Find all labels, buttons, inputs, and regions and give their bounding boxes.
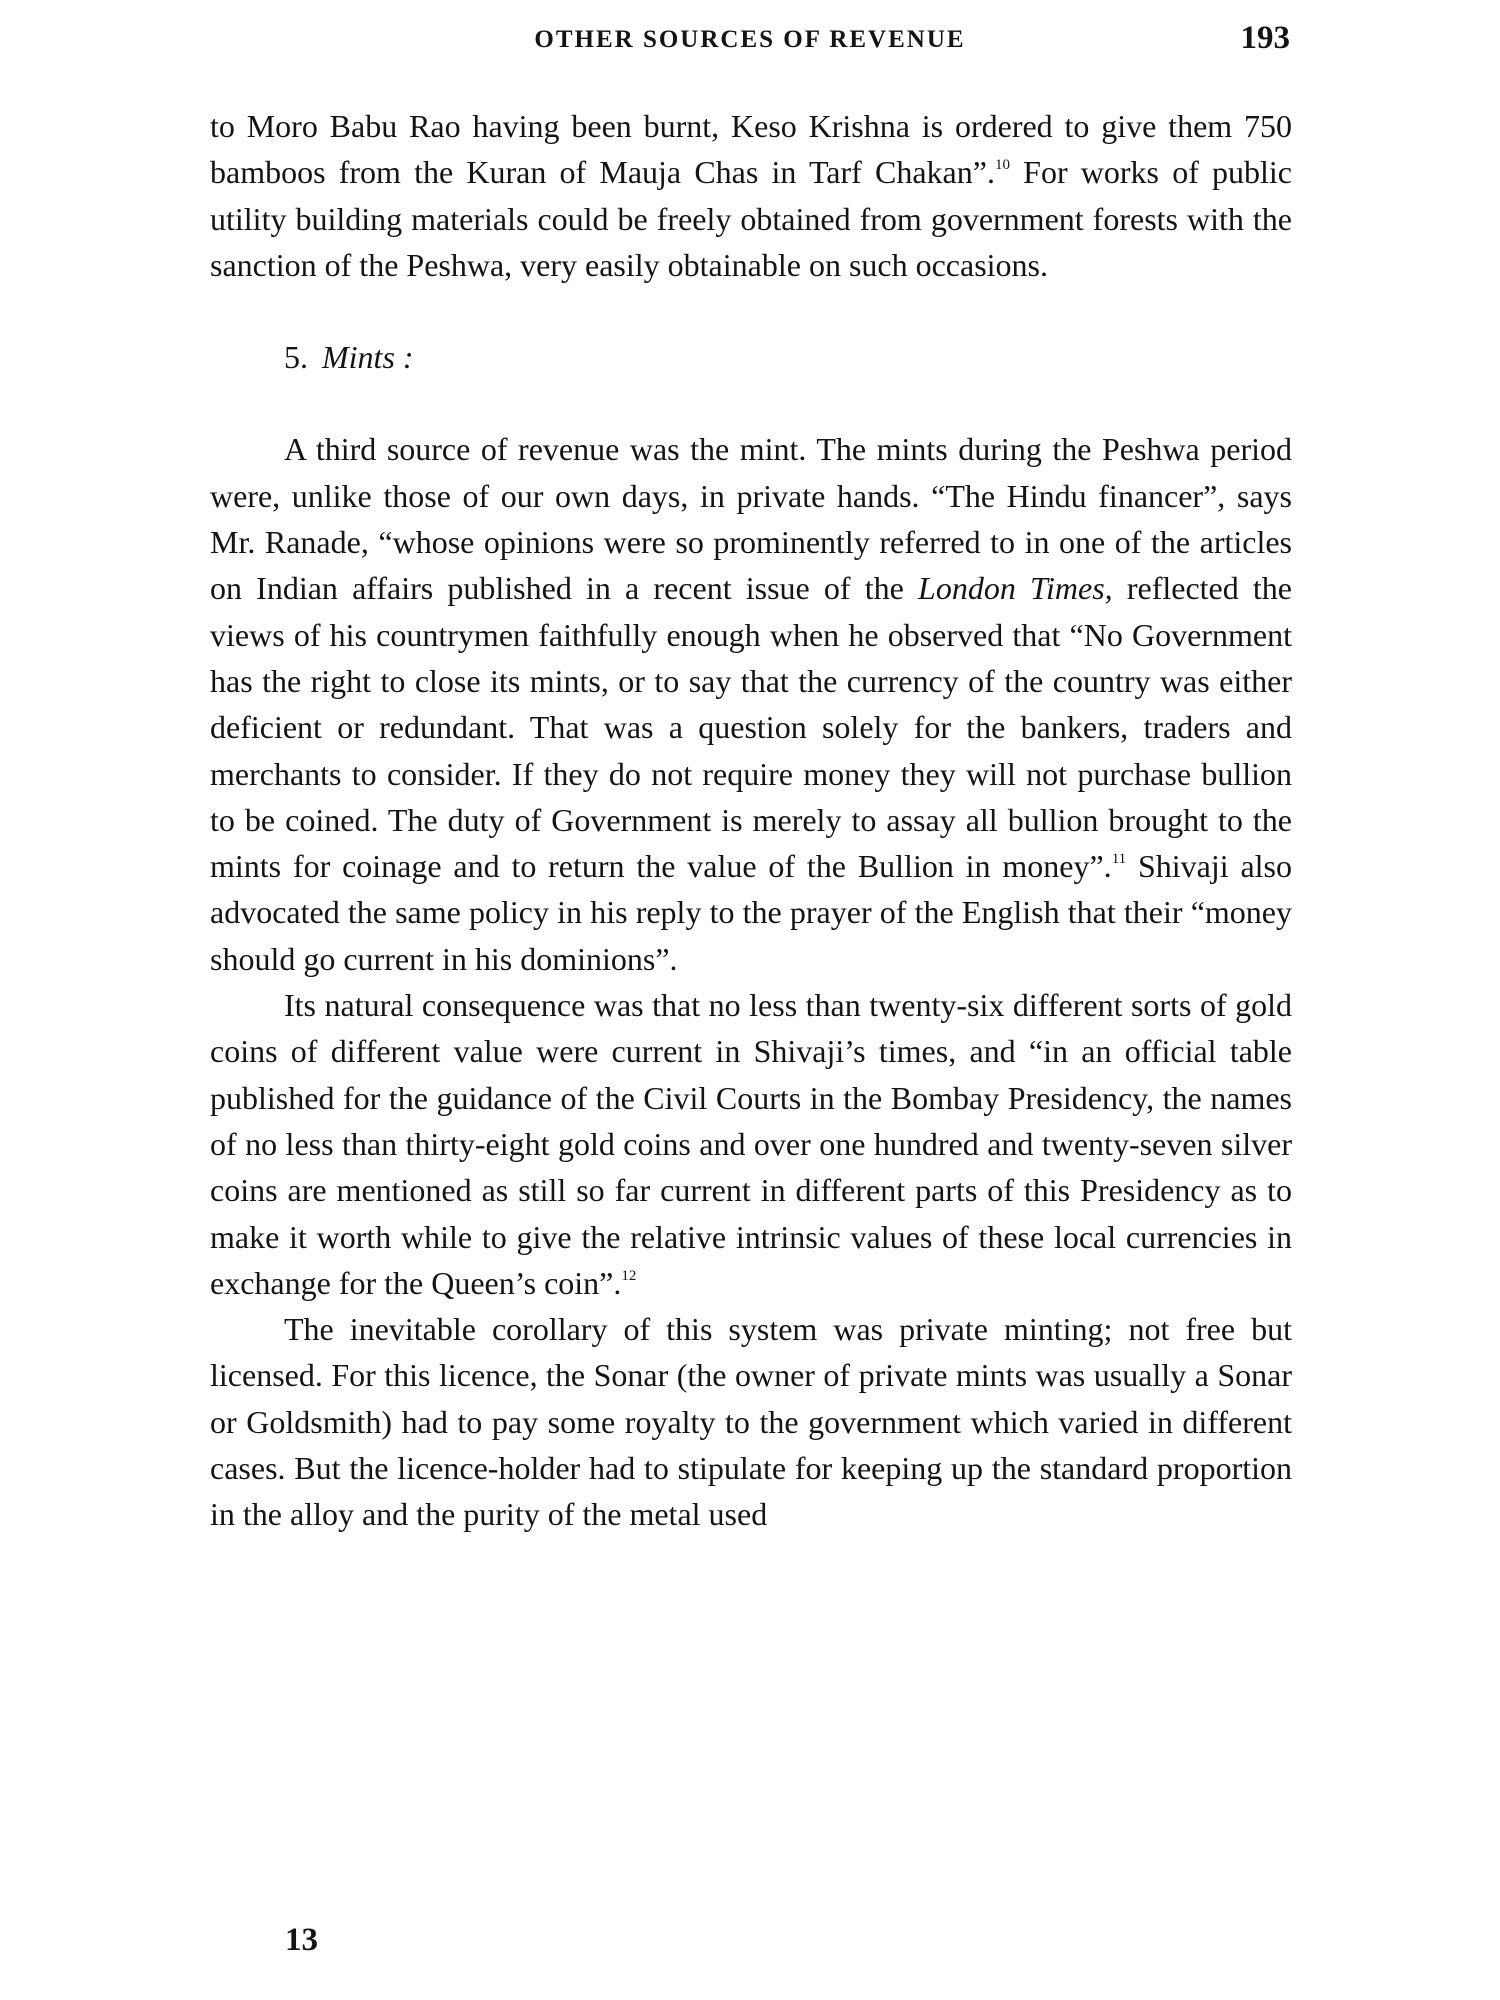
section-heading <box>210 334 1292 380</box>
paragraph-1 <box>210 103 1292 288</box>
body-text <box>210 103 1292 1538</box>
page-number: 193 <box>1240 20 1290 56</box>
paragraph-3-text-a: Its natural consequence was that no less than twenty-six different sorts of gold coins of different value were current in Shivaji’s times, and “in an official table published for the guidance of the Civil Courts in the Bombay Presidency, the names of no less than thirty-eight gold coins and over one hundred and twenty-seven silver coins are mentioned as still so far current in different parts of this Presidency as to make it worth while to give the relative intrinsic values of these local currencies in exchange for the Queen’s coin”. <box>210 987 1292 1301</box>
running-head <box>210 20 1290 70</box>
paragraph-3 <box>210 982 1292 1306</box>
footnote-ref-10: 10 <box>994 157 1010 174</box>
section-title: Mints : <box>322 339 414 376</box>
paragraph-2-text-c: Shivaji also advocated the same policy in his reply to the prayer of the English that their “money should go current in his dominions”. <box>210 848 1293 977</box>
signature-mark: 13 <box>285 1922 318 1958</box>
paragraph-1-text-a: to Moro Babu Rao having been burnt, Keso Krishna is ordered to give them 750 bamboos from the Kuran of Mauja Chas in Tarf Chakan”. <box>210 108 1292 191</box>
paragraph-2-text-a: A third source of revenue was the mint. The mints during the Peshwa period were, unlike those of our own days, in private hands. “The Hindu financer”, says Mr. Ranade, “whose opinions were so prominently referred to in one of the articles on Indian affairs published in a recent issue of the <box>210 431 1292 607</box>
footnote-ref-11: 11 <box>1111 851 1127 868</box>
section-number: 5. <box>284 339 308 376</box>
footnote-ref-12: 12 <box>621 1267 637 1284</box>
running-title: OTHER SOURCES OF REVENUE <box>534 26 966 53</box>
paragraph-2 <box>210 426 1292 982</box>
paragraph-4 <box>210 1306 1292 1537</box>
paragraph-4-text-a: The inevitable corollary of this system was private minting; not free but licensed. For this licence, the Sonar (the owner of private mints was usually a Sonar or Goldsmith) had to pay some royalty to the government which varied in different cases. But the licence-holder had to stipulate for keeping up the standard proportion in the alloy and the purity of the metal used <box>210 1311 1292 1533</box>
paragraph-1-text-b: For works of public utility building materials could be freely obtained from government forests with the sanction of the Peshwa, very easily obtainable on such occasions. <box>210 154 1293 283</box>
paragraph-2-italic: London Times, <box>918 570 1113 607</box>
paragraph-2-text-b: reflected the views of his countrymen faithfully enough when he observed that “No Government has the right to close its mints, or to say that the currency of the country was either deficient or redundant. That was a question solely for the bankers, traders and merchants to consider. If they do not require money they will not purchase bullion to be coined. The duty of Government is merely to assay all bullion brought to the mints for coinage and to return the value of the Bullion in money”. <box>210 570 1293 885</box>
